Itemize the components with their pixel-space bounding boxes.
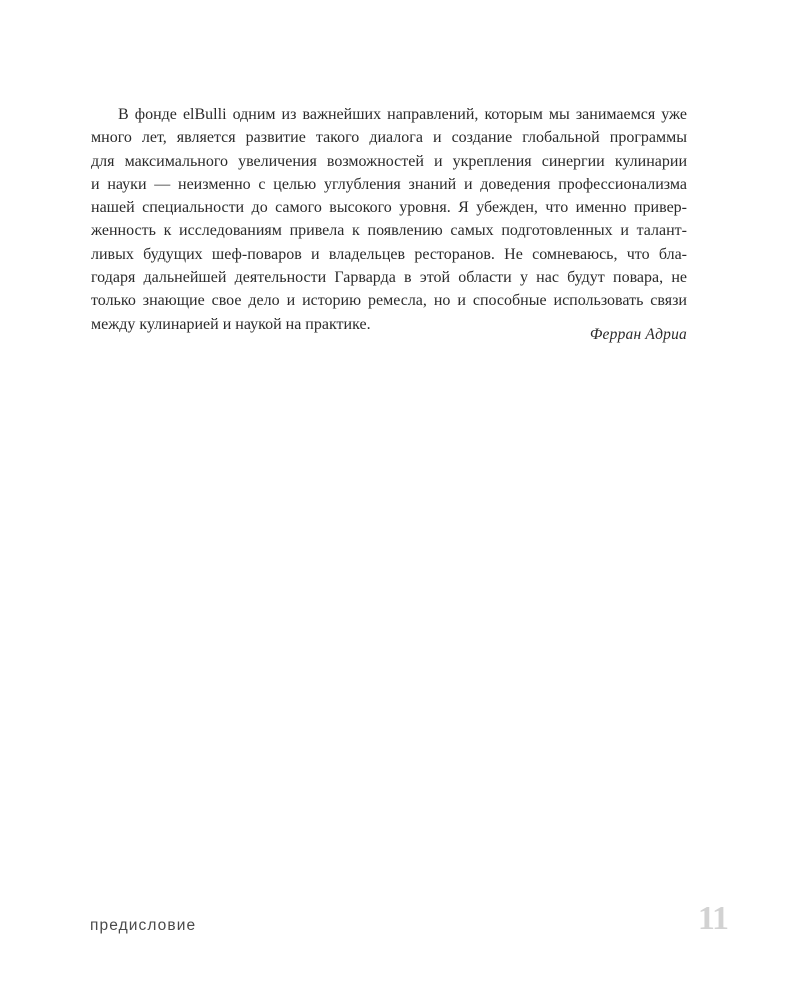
paragraph-line: между кулинарией и наукой на практике. (91, 315, 371, 333)
paragraph-line: нашей специальности до самого высокого уровня. Я убежден, что именно привер- (91, 199, 687, 217)
running-footer-section: предисловие (90, 917, 197, 934)
paragraph-line: много лет, является развитие такого диалога и создание глобальной программы (91, 129, 687, 147)
paragraph-line: годаря дальнейшей деятельности Гарварда в этой области у нас будут повара, не (91, 269, 687, 287)
paragraph-line: женность к исследованиям привела к появлению самых подготовленных и талант- (91, 222, 687, 240)
author-signature: Ферран Адриа (589, 326, 687, 343)
paragraph-line: ливых будущих шеф-поваров и владельцев ресторанов. Не сомневаюсь, что бла- (91, 245, 687, 263)
paragraph-line: В фонде elBulli одним из важнейших направлений, которым мы занимаемся уже (118, 106, 687, 123)
page-number: 11 (697, 900, 728, 937)
paragraph-line: и науки — неизменно с целью углубления знаний и доведения профессионализма (91, 175, 687, 193)
paragraph-line: только знающие свое дело и историю ремесла, но и способные использовать связи (91, 292, 687, 310)
body-paragraph (91, 103, 687, 336)
paragraph-line: для максимального увеличения возможностей и укрепления синергии кулинарии (91, 152, 687, 170)
